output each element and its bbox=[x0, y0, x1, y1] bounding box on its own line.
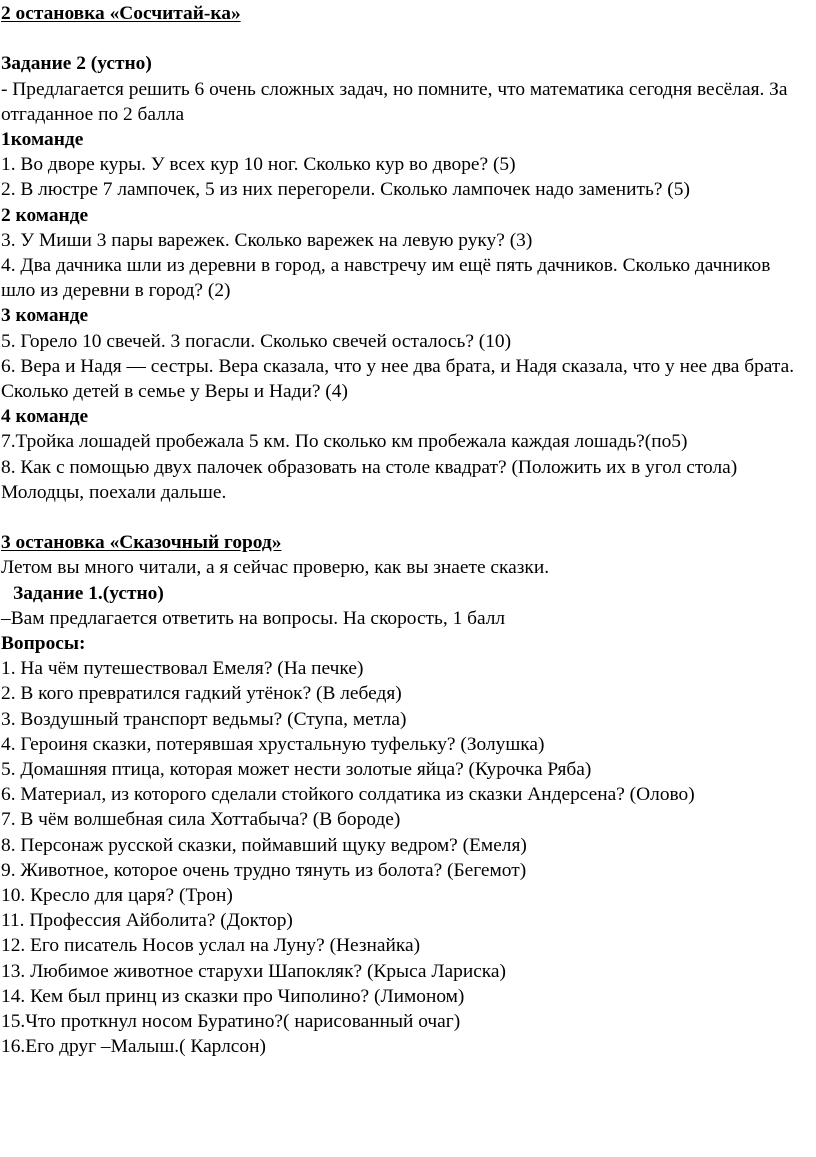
question-1: 1. Во дворе куры. У всех кур 10 ног. Сколько кур во дворе? (5) bbox=[1, 154, 516, 176]
question-7: 7.Тройка лошадей пробежала 5 км. По сколько км пробежала каждая лошадь?(по5) bbox=[1, 431, 688, 453]
list-item: 5. Домашняя птица, которая может нести золотые яйца? (Курочка Ряба) bbox=[1, 759, 592, 781]
spacer bbox=[1, 505, 804, 530]
question-2: 2. В люстре 7 лампочек, 5 из них перегорели. Сколько лампочек надо заменить? (5) bbox=[1, 179, 690, 201]
question-4: 4. Два дачника шли из деревни в город, а навстречу им ещё пять дачников. Сколько дачников шло из деревни в город? (2) bbox=[1, 255, 776, 302]
section3-task-desc: –Вам предлагается ответить на вопросы. На скорость, 1 балл bbox=[1, 607, 506, 629]
list-item: 10. Кресло для царя? (Трон) bbox=[1, 885, 233, 907]
question-5: 5. Горело 10 свечей. 3 погасли. Сколько свечей осталось? (10) bbox=[1, 330, 512, 352]
list-item: 13. Любимое животное старухи Шапокляк? (Крыса Лариска) bbox=[1, 960, 506, 982]
list-item: 16.Его друг –Малыш.( Карлсон) bbox=[1, 1036, 266, 1058]
section2-title: 2 остановка «Сосчитай-ка» bbox=[1, 3, 241, 24]
questions-list bbox=[1, 656, 804, 1059]
question-6: 6. Вера и Надя — сестры. Вера сказала, что у нее два брата, и Надя сказала, что у нее два брата. Сколько детей в семье у Веры и Нади? (4) bbox=[1, 355, 799, 403]
questions-label: Вопросы: bbox=[1, 633, 86, 655]
list-item: 7. В чём волшебная сила Хоттабыча? (В бороде) bbox=[1, 809, 401, 831]
list-item: 6. Материал, из которого сделали стойкого солдатика из сказки Андерсена? (Олово) bbox=[1, 784, 695, 806]
team4-label: 4 команде bbox=[1, 406, 89, 428]
list-item: 1. На чём путешествовал Емеля? (На печке) bbox=[1, 658, 364, 680]
team1-label: 1команде bbox=[1, 129, 84, 150]
section3-task-heading: Задание 1.(устно) bbox=[13, 582, 164, 604]
list-item: 14. Кем был принц из сказки про Чиполино? (Лимоном) bbox=[1, 985, 465, 1007]
list-item: 9. Животное, которое очень трудно тянуть из болота? (Бегемот) bbox=[1, 859, 527, 881]
list-item: 12. Его писатель Носов услал на Луну? (Незнайка) bbox=[1, 935, 421, 957]
section2-task-heading: Задание 2 (устно) bbox=[1, 53, 152, 75]
question-8: 8. Как с помощью двух палочек образовать на столе квадрат? (Положить их в угол стола) bbox=[1, 456, 738, 478]
section2-closing: Молодцы, поехали дальше. bbox=[1, 481, 227, 503]
list-item: 8. Персонаж русской сказки, поймавший щуку ведром? (Емеля) bbox=[1, 834, 527, 856]
list-item: 2. В кого превратился гадкий утёнок? (В лебедя) bbox=[1, 683, 402, 705]
team2-label: 2 команде bbox=[1, 204, 89, 226]
section3-title: 3 остановка «Сказочный город» bbox=[1, 532, 282, 554]
team3-label: 3 команде bbox=[1, 305, 89, 327]
list-item: 4. Героиня сказки, потерявшая хрустальную туфельку? (Золушка) bbox=[1, 733, 545, 755]
list-item: 15.Что проткнул носом Буратино?( нарисованный очаг) bbox=[1, 1011, 461, 1033]
section2-intro: - Предлагается решить 6 очень сложных задач, но помните, что математика сегодня весёлая. За отгаданное по 2 балла bbox=[1, 78, 793, 125]
spacer bbox=[1, 26, 804, 51]
list-item: 3. Воздушный транспорт ведьмы? (Ступа, метла) bbox=[1, 708, 407, 730]
section3-intro: Летом вы много читали, а я сейчас проверю, как вы знаете сказки. bbox=[1, 557, 550, 579]
question-3: 3. У Миши 3 пары варежек. Сколько варежек на левую руку? (3) bbox=[1, 229, 533, 251]
list-item: 11. Профессия Айболита? (Доктор) bbox=[1, 910, 293, 932]
